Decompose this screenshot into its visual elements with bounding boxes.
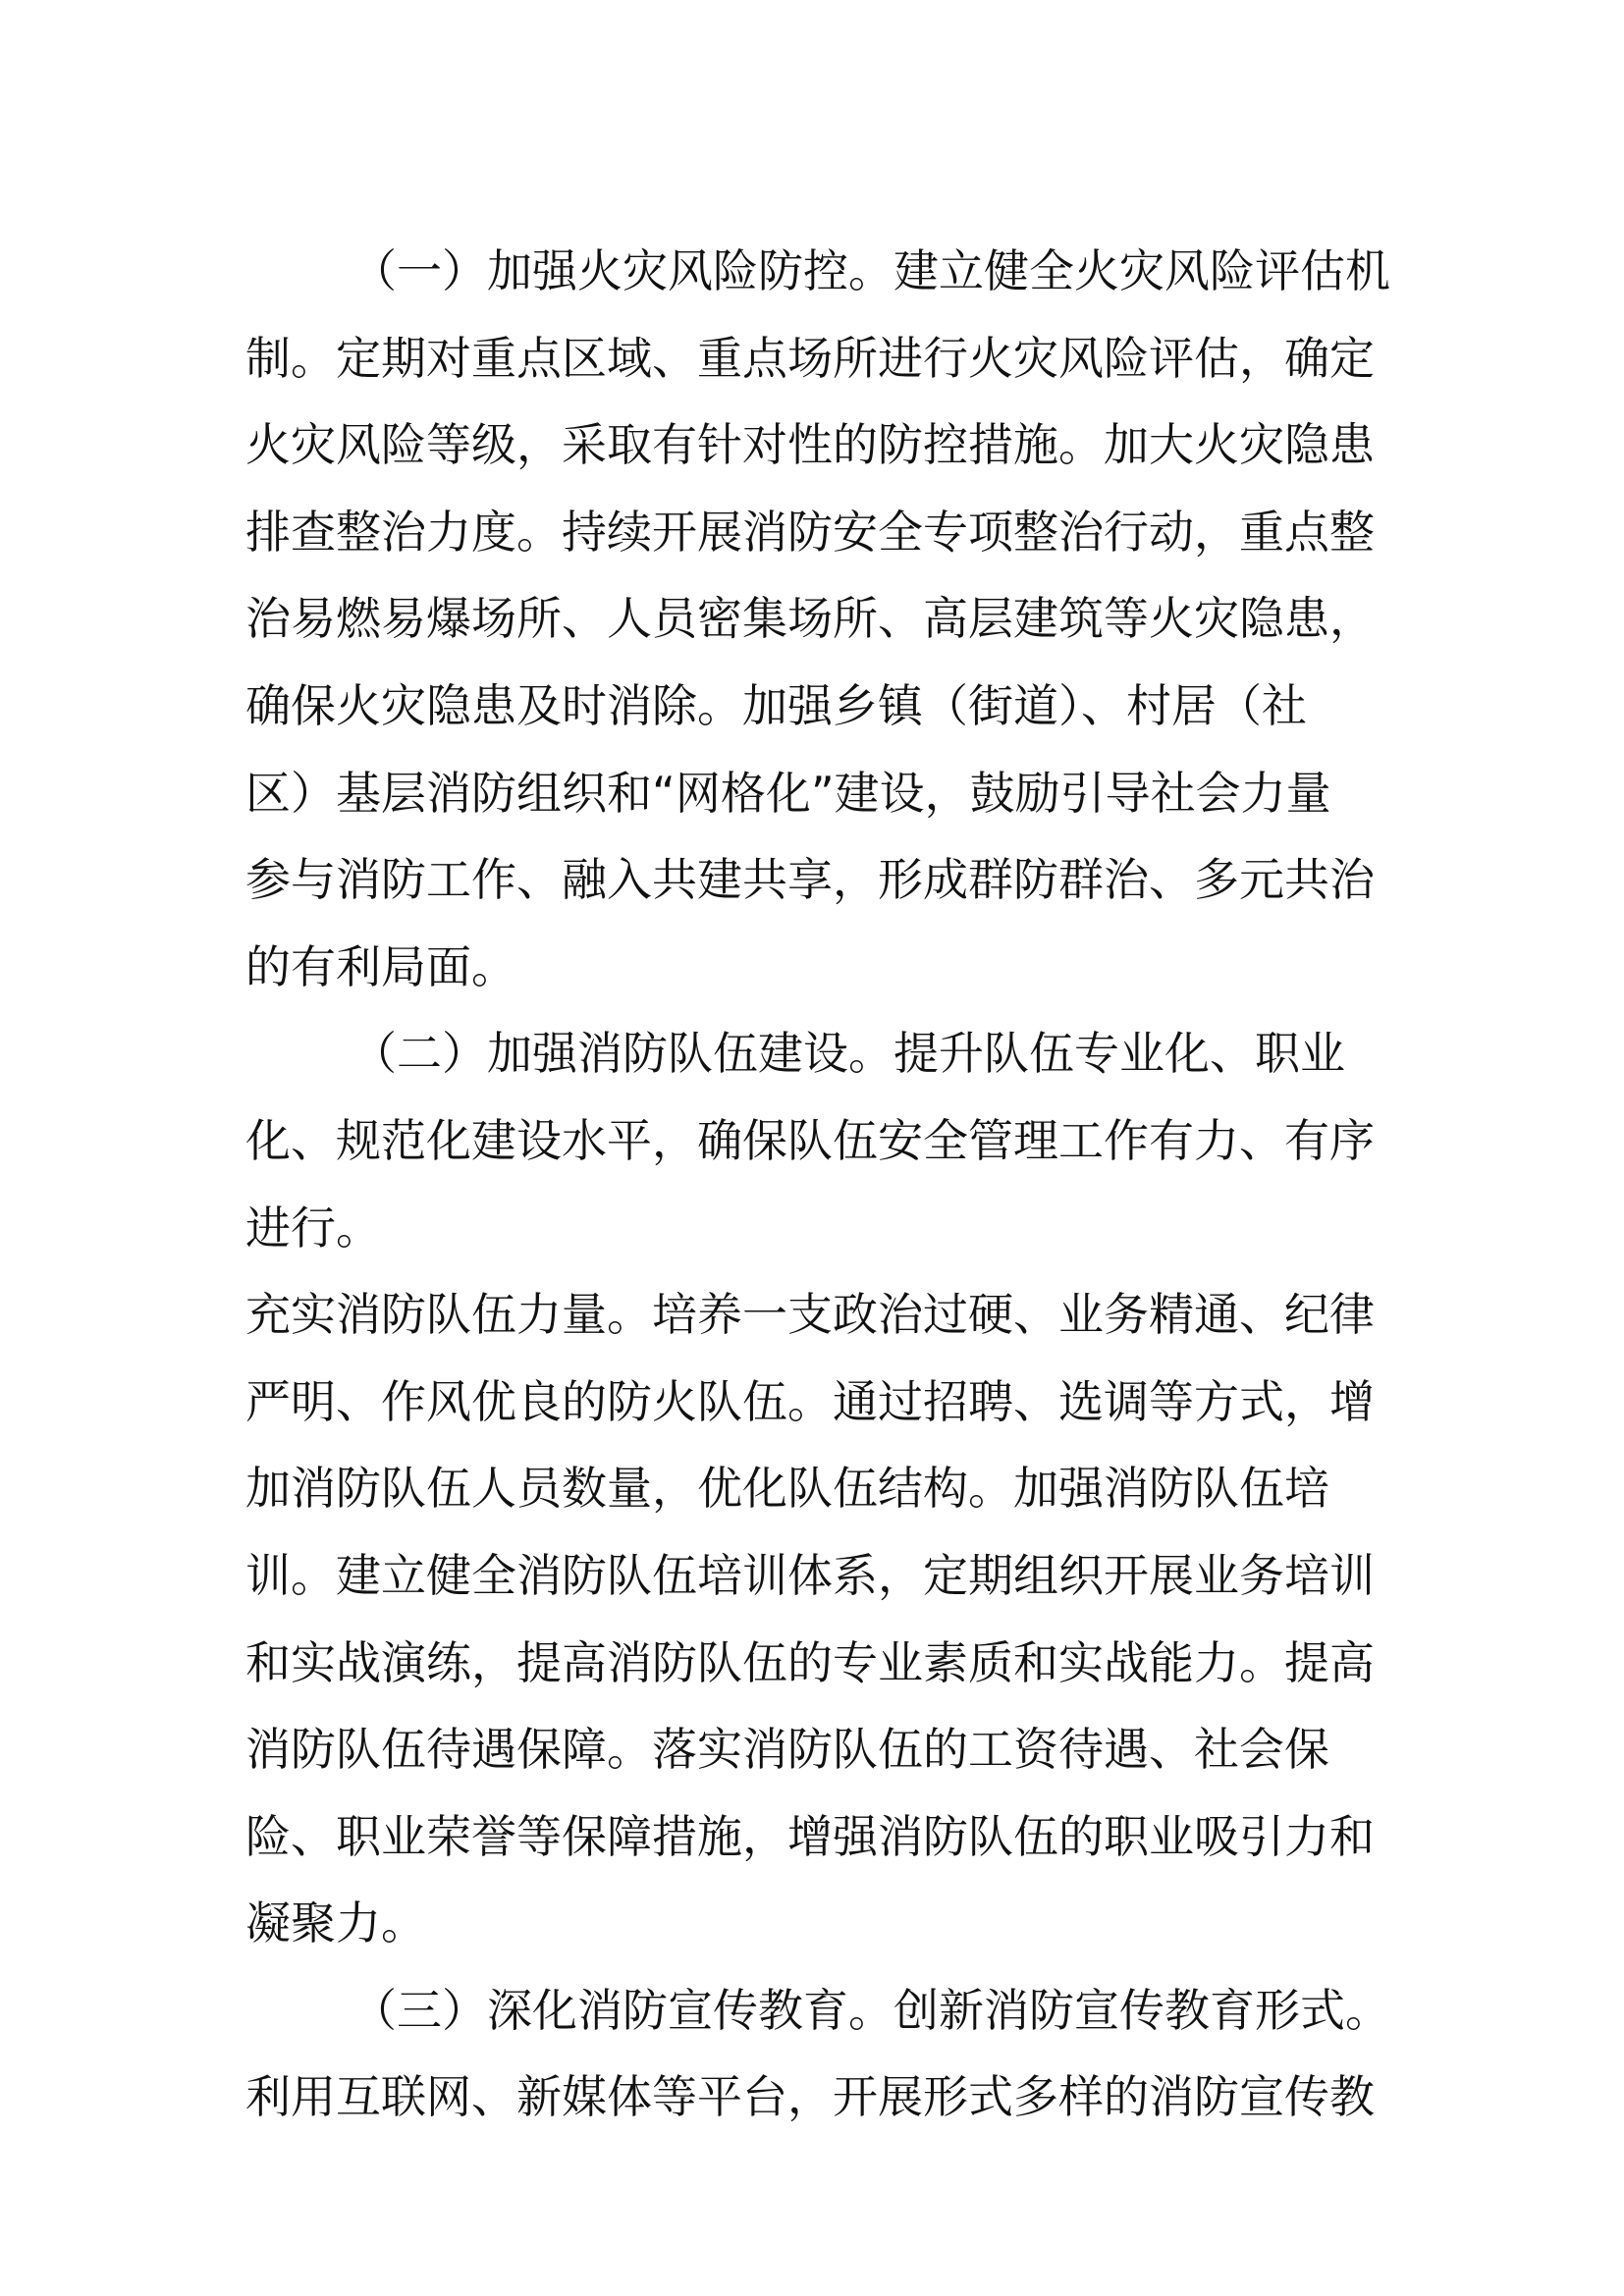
document-body [245, 228, 1394, 2141]
text-line: （一）加强火灾风险防控。建立健全火灾风险评估机 [352, 244, 1390, 297]
text-line: 区）基层消防组织和“网格化”建设，鼓励引导社会力量 [245, 766, 1331, 820]
text-line: 凝聚力。 [245, 1896, 426, 1950]
text-line: 充实消防队伍力量。培养一支政治过硬、业务精通、纪律 [245, 1288, 1375, 1342]
text-line: 进行。 [245, 1201, 381, 1255]
text-line: 治易燃易爆场所、人员密集场所、高层建筑等火灾隐患， [245, 592, 1375, 646]
text-line: 火灾风险等级，采取有针对性的防控措施。加大火灾隐患 [245, 418, 1375, 472]
text-line: 参与消防工作、融入共建共享，形成群防群治、多元共治 [245, 853, 1375, 907]
text-line: 排查整治力度。持续开展消防安全专项整治行动，重点整 [245, 505, 1375, 559]
text-line: 严明、作风优良的防火队伍。通过招聘、选调等方式，增 [245, 1374, 1375, 1428]
text-line: 消防队伍待遇保障。落实消防队伍的工资待遇、社会保 [245, 1723, 1329, 1777]
text-line: 利用互联网、新媒体等平台，开展形式多样的消防宣传教 [245, 2070, 1375, 2124]
text-line: 训。建立健全消防队伍培训体系，定期组织开展业务培训 [245, 1548, 1375, 1602]
text-line: 的有利局面。 [245, 939, 516, 993]
text-line: 加消防队伍人员数量，优化队伍结构。加强消防队伍培 [245, 1462, 1329, 1516]
text-line: 确保火灾隐患及时消除。加强乡镇（街道）、村居（社 [245, 678, 1307, 732]
text-line: 化、规范化建设水平，确保队伍安全管理工作有力、有序 [245, 1113, 1375, 1167]
text-line: 险、职业荣誉等保障措施，增强消防队伍的职业吸引力和 [245, 1809, 1375, 1863]
text-line: 和实战演练，提高消防队伍的专业素质和实战能力。提高 [245, 1635, 1375, 1689]
text-line: （二）加强消防队伍建设。提升队伍专业化、职业 [352, 1027, 1345, 1081]
text-line: （三）深化消防宣传教育。创新消防宣传教育形式。 [352, 1983, 1390, 2037]
text-line: 制。定期对重点区域、重点场所进行火灾风险评估，确定 [245, 331, 1375, 385]
